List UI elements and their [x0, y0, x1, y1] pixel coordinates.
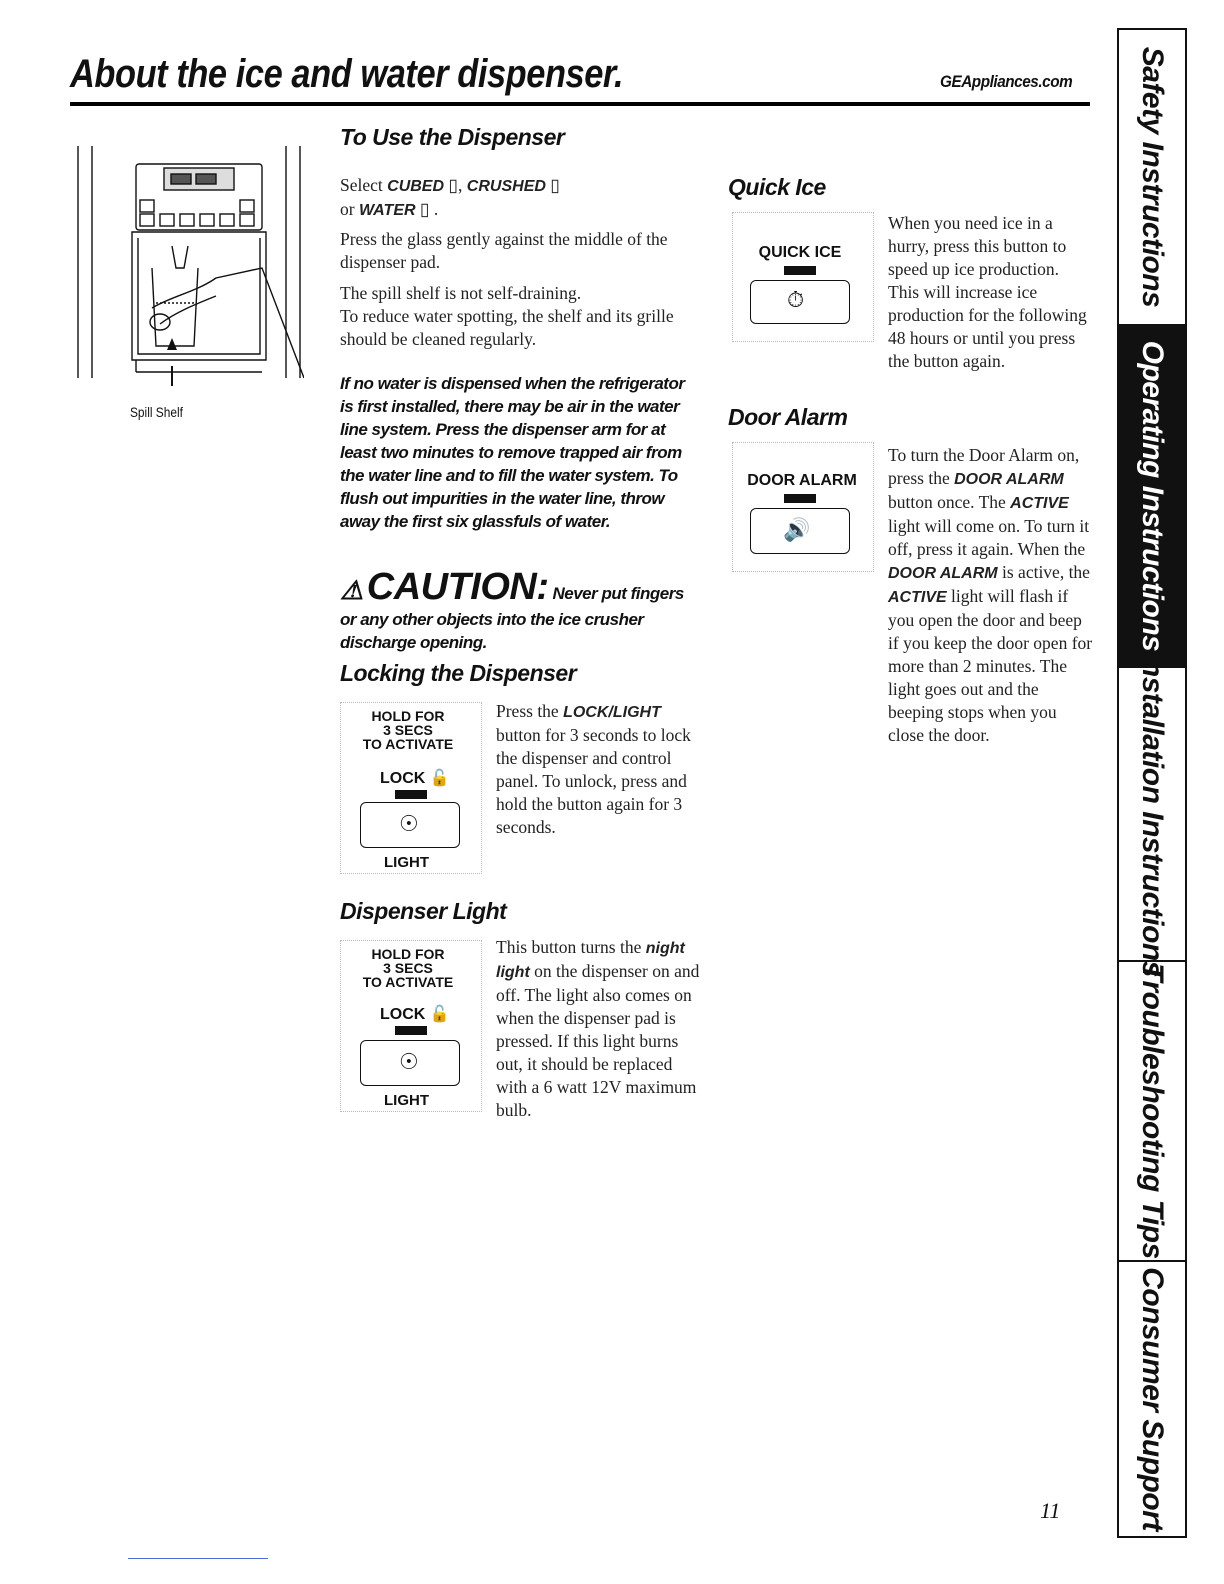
- page-number: 11: [1040, 1498, 1061, 1523]
- use-dispenser-p1: Press the glass gently against the middle of the dispenser pad.: [340, 229, 668, 272]
- lightbulb-icon: ☉: [399, 811, 419, 836]
- tab-installation-instructions[interactable]: [1119, 651, 1185, 977]
- speaker-icon: 🔊: [783, 517, 811, 542]
- door-alarm-label: DOOR ALARM: [747, 472, 857, 489]
- cubed-key: CUBED: [387, 178, 445, 195]
- section-tabs: [1117, 28, 1187, 1538]
- quick-ice-button[interactable]: [750, 280, 850, 324]
- footer-link-line: [128, 1558, 268, 1559]
- door-alarm-button[interactable]: [750, 508, 850, 554]
- dispenser-light-text: This button turns the night light on the dispenser on and off. The light also comes on when the dispenser pad is pressed. If this light burns out, it should be replaced with a 6 watt 12V maximum bulb.: [496, 937, 700, 1120]
- panel-hold-text: HOLD FOR: [371, 708, 445, 724]
- use-dispenser-p2a: The spill shelf is not self-draining.: [340, 283, 582, 303]
- tab-label: Troubleshooting Tips: [1136, 963, 1169, 1259]
- tab-operating-instructions[interactable]: [1119, 326, 1185, 668]
- water-icon: ▯ .: [419, 199, 439, 219]
- door-alarm-text: To turn the Door Alarm on, press the DOOR ALARM button once. The ACTIVE light will come on. To turn it off, press it again. When the DOOR ALARM is active, the ACTIVE light will flash if you open the door and beep if you keep the door open for more than 2 minutes. The light goes out and the beeping stops when you close the door.: [888, 445, 1093, 745]
- crushed-key: CRUSHED: [466, 178, 546, 195]
- select-prefix: Select: [340, 175, 383, 195]
- header-rule: [70, 102, 1090, 106]
- locking-text: Press the LOCK/LIGHT button for 3 seconds to lock the dispenser and control panel. To unlock, press and hold the button again for 3 seconds.: [496, 701, 691, 837]
- tab-troubleshooting-tips[interactable]: [1119, 962, 1185, 1262]
- or-text: or: [340, 199, 355, 219]
- door-alarm-panel: [732, 442, 878, 572]
- crushed-icon: ▯: [550, 175, 560, 195]
- indicator-bar: [784, 494, 816, 503]
- indicator-bar: [395, 1026, 427, 1035]
- dispenser-light-panel: [340, 940, 486, 1116]
- panel-activate-text: TO ACTIVATE: [362, 736, 454, 752]
- panel-secs-text: 3 SECS: [383, 722, 433, 738]
- air-warning: If no water is dispensed when the refrigerator is first installed, there may be air in the water line system. Press the dispenser arm for at least two minutes to remove trapped air from the water line and to fill the water system. To flush out impurities in the water line, throw away the first six glassfuls of water.: [340, 374, 685, 531]
- door-alarm-key: DOOR ALARM: [954, 471, 1064, 488]
- warning-triangle-icon: ⚠: [340, 575, 363, 605]
- tab-label: Operating Instructions: [1136, 340, 1169, 652]
- water-key: WATER: [358, 202, 416, 219]
- night-light-key: night light: [496, 940, 685, 981]
- tab-safety-instructions[interactable]: [1119, 30, 1185, 326]
- locking-heading: Locking the Dispenser: [340, 660, 577, 686]
- panel-lock-label: LOCK 🔓: [380, 1006, 450, 1023]
- tab-label: Safety Instructions: [1136, 46, 1169, 308]
- quick-ice-label: QUICK ICE: [758, 244, 842, 261]
- panel-activate-text: TO ACTIVATE: [362, 974, 454, 990]
- quick-ice-heading: Quick Ice: [728, 174, 826, 200]
- use-dispenser-heading: To Use the Dispenser: [340, 124, 565, 150]
- quick-ice-panel: [732, 212, 878, 342]
- page-title: About the ice and water dispenser.: [70, 52, 624, 96]
- lightbulb-icon: ☉: [399, 1049, 419, 1074]
- ice-clock-icon: ⏱: [787, 287, 805, 312]
- lock-light-panel: [340, 702, 486, 878]
- lock-light-key: LOCK/LIGHT: [563, 704, 661, 721]
- caution-lead: Never put fingers: [552, 584, 684, 603]
- panel-lock-label: LOCK 🔓: [380, 770, 450, 787]
- use-dispenser-p2b: To reduce water spotting, the shelf and its grille should be cleaned regularly.: [340, 306, 674, 349]
- indicator-bar: [395, 790, 427, 799]
- panel-hold-text: HOLD FOR: [371, 946, 445, 962]
- door-alarm-heading: Door Alarm: [728, 404, 848, 430]
- panel-light-label: LIGHT: [384, 854, 429, 871]
- spill-shelf-caption: Spill Shelf: [130, 404, 183, 420]
- door-alarm-key: DOOR ALARM: [888, 565, 998, 582]
- caution-word: CAUTION:: [366, 566, 549, 608]
- tab-consumer-support[interactable]: [1119, 1262, 1185, 1536]
- caution-rest: or any other objects into the ice crusher discharge opening.: [340, 610, 644, 652]
- lock-light-button[interactable]: [360, 802, 460, 848]
- cubed-icon: ▯,: [448, 175, 463, 195]
- light-button[interactable]: [360, 1040, 460, 1086]
- quick-ice-text: When you need ice in a hurry, press this button to speed up ice production. This will increase ice production for the following 48 hours or until you press the button again.: [888, 213, 1087, 371]
- site-url[interactable]: GEAppliances.com: [940, 72, 1073, 91]
- caution-line: [340, 566, 684, 609]
- dispenser-light-heading: Dispenser Light: [340, 898, 507, 924]
- indicator-bar: [784, 266, 816, 275]
- active-key: ACTIVE: [1010, 495, 1069, 512]
- tab-label: Installation Instructions: [1136, 651, 1169, 977]
- panel-secs-text: 3 SECS: [383, 960, 433, 976]
- panel-light-label: LIGHT: [384, 1092, 429, 1109]
- active-key: ACTIVE: [888, 589, 947, 606]
- padlock-icon: 🔓: [429, 1006, 450, 1023]
- padlock-icon: 🔓: [429, 770, 450, 787]
- use-dispenser-body: [340, 174, 690, 359]
- tab-label: Consumer Support: [1136, 1267, 1169, 1531]
- dispenser-illustration: [76, 128, 304, 386]
